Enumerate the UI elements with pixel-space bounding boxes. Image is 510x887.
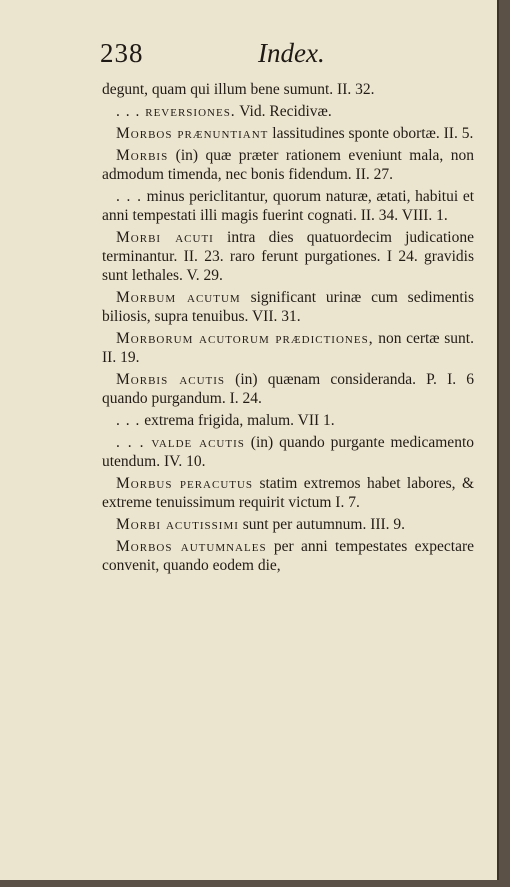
index-entry: Morbus peracutus statim extremos habet labores, & extreme tenuissimum requirit victum I. 7. (102, 475, 474, 511)
index-entry: . . . valde acutis (in) quando purgante medicamento utendum. IV. 10. (102, 434, 474, 470)
index-entry: Morbis acutis (in) quænam consideranda. P. I. 6 quando purgandum. I. 24. (102, 371, 474, 407)
running-head: Index. (258, 38, 325, 68)
index-entry: Morbi acutissimi sunt per autumnum. III. 9. (116, 516, 406, 533)
index-text (102, 80, 474, 578)
index-entry: degunt, quam qui illum bene sumunt. II. 32. (102, 81, 375, 98)
index-entry: Morbi acuti intra dies quatuordecim judicatione terminantur. II. 23. raro ferunt purgationes. I 24. gravidis sunt lethales. V. 29. (102, 229, 474, 284)
page-number: 238 (100, 38, 144, 68)
index-entry: Morborum acutorum prædictiones, non certæ sunt. II. 19. (102, 330, 474, 366)
index-entry: . . . minus periclitantur, quorum naturæ, ætati, habitui et anni tempestati illi magis fuerint cognati. II. 34. VIII. 1. (102, 188, 475, 224)
index-entry: Morbis (in) quæ præter rationem eveniunt mala, non admodum timenda, nec bonis fidendum. II. 27. (102, 147, 474, 183)
page-header (100, 38, 472, 72)
index-entry: . . . reversiones. Vid. Recidivæ. (116, 103, 332, 120)
index-entry: Morbos autumnales per anni tempestates expectare convenit, quando eodem die, (102, 538, 474, 574)
index-entry: . . . extrema frigida, malum. VII 1. (116, 412, 335, 429)
index-entry: Morbos prænuntiant lassitudines sponte obortæ. II. 5. (116, 125, 474, 142)
index-entry: Morbum acutum significant urinæ cum sedimentis biliosis, supra tenuibus. VII. 31. (102, 289, 474, 325)
